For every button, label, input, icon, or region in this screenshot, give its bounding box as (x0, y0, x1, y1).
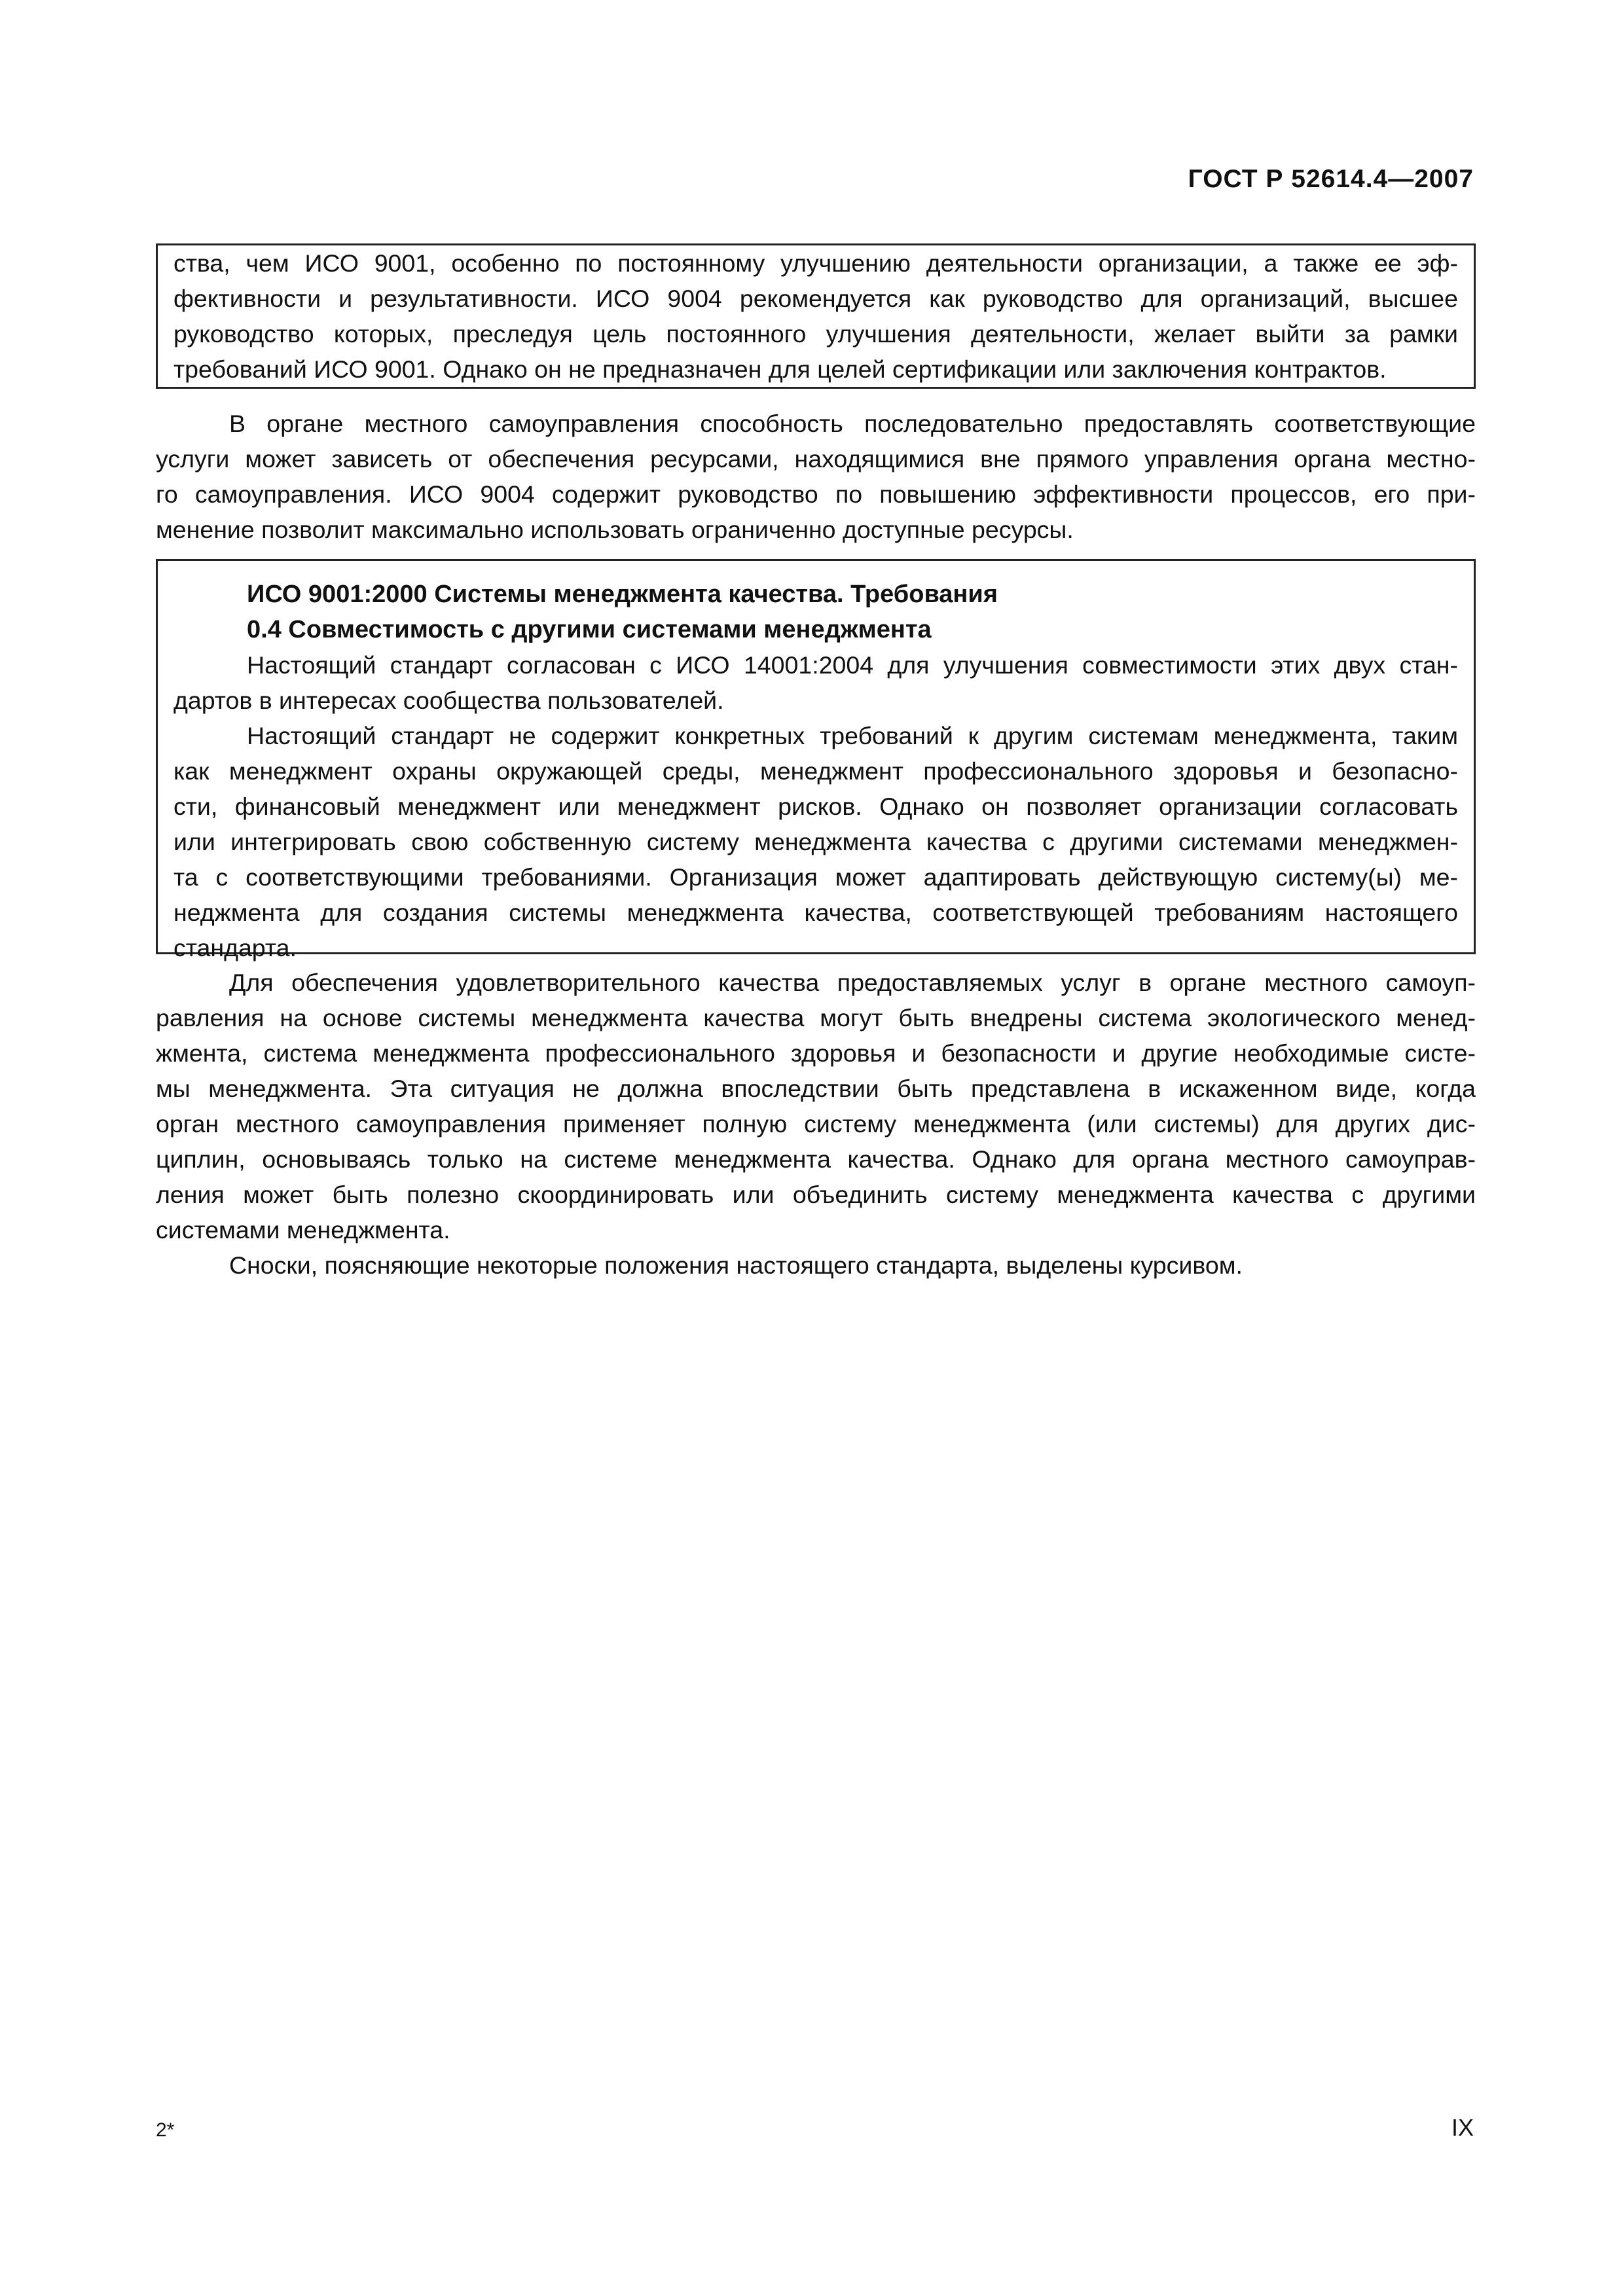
text-line: орган местного самоуправления применяет полную систему менеджмента (или системы) для других дис- (156, 1110, 1476, 1138)
text-line: руководство которых, преследуя цель постоянного улучшения деятельности, желает выйти за рамки (173, 320, 1458, 348)
text-line: стандарта. (173, 934, 297, 961)
text-line: В органе местного самоуправления способность последовательно предоставлять соответствующие (229, 410, 1476, 437)
text-line: Сноски, поясняющие некоторые положения настоящего стандарта, выделены курсивом. (229, 1251, 1243, 1279)
text-line: услуги может зависеть от обеспечения ресурсами, находящимися вне прямого управления органа местно- (156, 445, 1476, 473)
paragraph-quality-services (156, 965, 1476, 1283)
document-designation: ГОСТ Р 52614.4—2007 (1188, 165, 1474, 193)
text-line: ления может быть полезно скоординировать или объединить систему менеджмента качества с другими (156, 1181, 1476, 1208)
text-line: Для обеспечения удовлетворительного качества предоставляемых услуг в органе местного самоуп- (229, 969, 1476, 996)
text-line: го самоуправления. ИСО 9004 содержит руководство по повышению эффективности процессов, его при- (156, 480, 1476, 508)
quote-box-iso9001 (156, 559, 1476, 961)
text-line: дартов в интересах сообщества пользователей. (173, 687, 724, 714)
text-line: как менеджмент охраны окружающей среды, менеджмент профессионального здоровья и безопасно- (173, 757, 1458, 785)
paragraph-resources (156, 406, 1476, 547)
text-line: та с соответствующими требованиями. Организация может адаптировать действующую систему(ы) ме- (173, 863, 1458, 891)
text-line: или интегрировать свою собственную систему менеджмента качества с другими системами менеджмен- (173, 828, 1458, 855)
text-line: Настоящий стандарт не содержит конкретных требований к другим системам менеджмента, таким (247, 722, 1458, 749)
box-subtitle: 0.4 Совместимость с другими системами менеджмента (247, 616, 932, 643)
text-line: требований ИСО 9001. Однако он не предназначен для целей сертификации или заключения контрактов. (173, 355, 1387, 383)
text-line: ства, чем ИСО 9001, особенно по постоянному улучшению деятельности организации, а также ее эф- (173, 249, 1458, 277)
text-line: циплин, основываясь только на системе менеджмента качества. Однако для органа местного самоуправ- (156, 1145, 1476, 1173)
text-line: фективности и результативности. ИСО 9004 рекомендуется как руководство для организаций, высшее (173, 285, 1458, 312)
quote-box-iso9004 (156, 243, 1476, 389)
text-line: Настоящий стандарт согласован с ИСО 14001:2004 для улучшения совместимости этих двух стан- (247, 651, 1458, 679)
box-title: ИСО 9001:2000 Системы менеджмента качества. Требования (247, 581, 998, 608)
text-line: жмента, система менеджмента профессионального здоровья и безопасности и другие необходимые систе- (156, 1039, 1476, 1067)
text-line: сти, финансовый менеджмент или менеджмент рисков. Однако он позволяет организации согласовать (173, 793, 1458, 820)
text-line: системами менеджмента. (156, 1216, 450, 1244)
sheet-mark: 2* (156, 2119, 175, 2141)
text-line: неджмента для создания системы менеджмента качества, соответствующей требованиям настоящего (173, 899, 1458, 926)
text-line: мы менеджмента. Эта ситуация не должна впоследствии быть представлена в искаженном виде, когда (156, 1075, 1476, 1102)
text-line: менение позволит максимально использовать ограниченно доступные ресурсы. (156, 516, 1074, 543)
page-number: IX (1451, 2114, 1474, 2141)
text-line: равления на основе системы менеджмента качества могут быть внедрены система экологического менед- (156, 1004, 1476, 1031)
